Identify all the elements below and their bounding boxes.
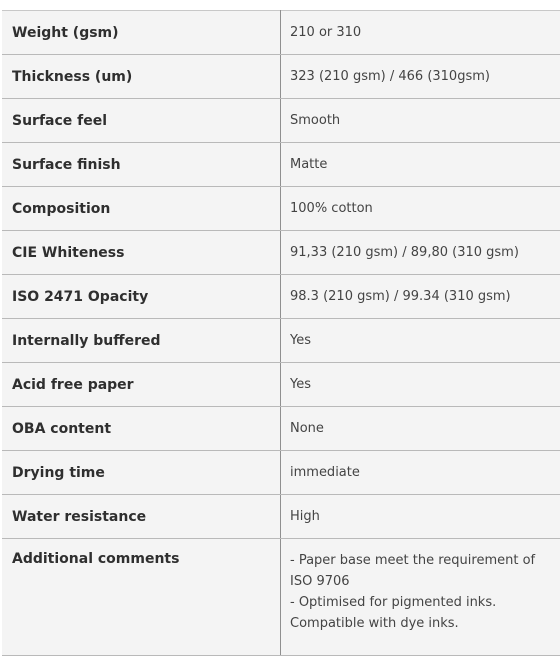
spec-row-surface-finish xyxy=(2,143,560,187)
spec-label: ISO 2471 Opacity xyxy=(2,275,281,319)
spec-label: CIE Whiteness xyxy=(2,231,281,275)
spec-value: None xyxy=(281,407,560,451)
spec-label: Internally buffered xyxy=(2,319,281,363)
spec-value: 323 (210 gsm) / 466 (310gsm) xyxy=(281,55,560,99)
spec-row-thickness xyxy=(2,55,560,99)
comment-line: - Optimised for pigmented inks. Compatible with dye inks. xyxy=(290,592,546,634)
spec-value: High xyxy=(281,495,560,539)
spec-value: Smooth xyxy=(281,99,560,143)
spec-label: Surface finish xyxy=(2,143,281,187)
spec-row-oba-content xyxy=(2,407,560,451)
spec-value: Matte xyxy=(281,143,560,187)
spec-row-weight xyxy=(2,11,560,55)
spec-value: 100% cotton xyxy=(281,187,560,231)
paper-spec-table xyxy=(2,10,560,656)
spec-value: 91,33 (210 gsm) / 89,80 (310 gsm) xyxy=(281,231,560,275)
spec-label: Composition xyxy=(2,187,281,231)
spec-value: 210 or 310 xyxy=(281,11,560,55)
spec-value: 98.3 (210 gsm) / 99.34 (310 gsm) xyxy=(281,275,560,319)
spec-value: Yes xyxy=(281,363,560,407)
spec-row-opacity xyxy=(2,275,560,319)
spec-label: Acid free paper xyxy=(2,363,281,407)
spec-row-additional-comments xyxy=(2,539,560,656)
spec-label: Weight (gsm) xyxy=(2,11,281,55)
spec-label: Surface feel xyxy=(2,99,281,143)
spec-row-surface-feel xyxy=(2,99,560,143)
comment-line: - Paper base meet the requirement of ISO 9706 xyxy=(290,550,546,592)
spec-label: Drying time xyxy=(2,451,281,495)
spec-label: OBA content xyxy=(2,407,281,451)
spec-label: Additional comments xyxy=(2,539,281,656)
spec-row-water-resistance xyxy=(2,495,560,539)
spec-row-drying-time xyxy=(2,451,560,495)
spec-label: Thickness (um) xyxy=(2,55,281,99)
spec-value: immediate xyxy=(281,451,560,495)
spec-row-cie-whiteness xyxy=(2,231,560,275)
spec-row-acid-free xyxy=(2,363,560,407)
spec-row-internally-buffered xyxy=(2,319,560,363)
spec-value-comments xyxy=(281,539,560,656)
spec-label: Water resistance xyxy=(2,495,281,539)
spec-row-composition xyxy=(2,187,560,231)
spec-value: Yes xyxy=(281,319,560,363)
